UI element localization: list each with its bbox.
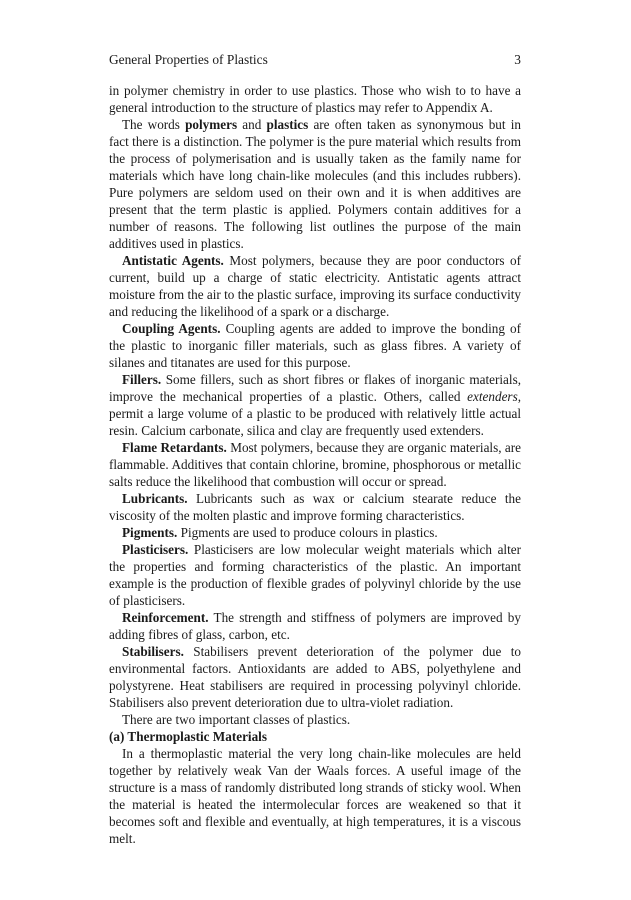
additive-term: Fillers. bbox=[122, 372, 162, 387]
paragraph-classes: There are two important classes of plastics. bbox=[122, 712, 351, 727]
additive-fillers bbox=[109, 371, 521, 439]
additive-term: Reinforcement. bbox=[122, 610, 209, 625]
additive-reinforcement bbox=[109, 609, 521, 643]
bold-term: plastics bbox=[266, 117, 309, 132]
additive-text: Most polymers, because they are organic materials, are flammable. Additives that contain chlorine, bromine, phosphorous or metallic salts reduce the likelihood that combustion will occur or spread. bbox=[109, 440, 522, 489]
additive-antistatic bbox=[109, 252, 521, 320]
text-run: are often taken as synonymous but in fact there is a distinction. The polymer is the pure material which results from the process of polymerisation and is usually taken as the family name for materials which have long chain-like molecules (and this includes rubbers). Pure polymers are seldom used on their own and it is when additives are present that the term plastic is applied. Polymers contain additives for a number of reasons. The following list outlines the purpose of the main additives used in plastics. bbox=[109, 117, 521, 251]
additive-term: Lubricants. bbox=[122, 491, 188, 506]
additive-term: Antistatic Agents. bbox=[122, 253, 224, 268]
additive-term: Stabilisers. bbox=[122, 644, 184, 659]
additive-term: Flame Retardants. bbox=[122, 440, 227, 455]
section-heading: (a) Thermoplastic Materials bbox=[109, 729, 267, 744]
paragraph-polymers-plastics bbox=[109, 116, 521, 252]
additive-text: Stabilisers prevent deterioration of the polymer due to environmental factors. Antioxidants are added to ABS, polyethylene and polystyrene. Heat stabilisers are required in processing polyvinyl chloride. Stabilisers also prevent deterioration due to ultra-violet radiation. bbox=[109, 644, 521, 710]
page-number: 3 bbox=[514, 52, 521, 67]
additive-coupling bbox=[109, 320, 521, 371]
additive-text: Lubricants such as wax or calcium stearate reduce the viscosity of the molten plastic and improve forming characteristics. bbox=[109, 491, 521, 523]
additive-term: Pigments. bbox=[122, 525, 178, 540]
body-text bbox=[109, 82, 521, 847]
italic-term: extenders bbox=[467, 389, 518, 404]
additive-lubricants bbox=[109, 490, 521, 524]
additive-text: Plasticisers are low molecular weight materials which alter the properties and forming characteristics of the plastic. An important example is the production of flexible grades of polyvinyl chloride by the use of plasticisers. bbox=[109, 542, 521, 608]
bold-term: polymers bbox=[185, 117, 238, 132]
running-head bbox=[109, 52, 521, 68]
additive-pigments bbox=[109, 524, 521, 541]
additive-text: Coupling agents are added to improve the bonding of the plastic to inorganic filler materials, such as glass fibres. A variety of silanes and titanates are used for this purpose. bbox=[109, 321, 521, 370]
additive-plasticisers bbox=[109, 541, 521, 609]
additive-text: , permit a large volume of a plastic to be produced with relatively little actual resin. Calcium carbonate, silica and clay are frequently used extenders. bbox=[109, 389, 521, 438]
text-run: The words bbox=[122, 117, 186, 132]
additive-stabilisers bbox=[109, 643, 521, 711]
additive-term: Coupling Agents. bbox=[122, 321, 221, 336]
additive-text: The strength and stiffness of polymers are improved by adding fibres of glass, carbon, etc. bbox=[109, 610, 521, 642]
paragraph-thermoplastic: In a thermoplastic material the very long chain-like molecules are held together by relatively weak Van der Waals forces. A useful image of the structure is a mass of randomly distributed long strands of sticky wool. When the material is heated the intermolecular forces are weakened so that it becomes soft and flexible and eventually, at high temperatures, it is a viscous melt. bbox=[109, 746, 521, 846]
running-head-title: General Properties of Plastics bbox=[109, 52, 268, 67]
paragraph-continuation: in polymer chemistry in order to use plastics. Those who wish to to have a general introduction to the structure of plastics may refer to Appendix A. bbox=[109, 83, 521, 115]
additive-term: Plasticisers. bbox=[122, 542, 189, 557]
additive-flame-retardants bbox=[109, 439, 521, 490]
additive-text: Most polymers, because they are poor conductors of current, build up a charge of static electricity. Antistatic agents attract moisture from the air to the plastic surface, improving its surface conductivity and reducing the likelihood of a spark or a discharge. bbox=[109, 253, 521, 319]
additive-text: Pigments are used to produce colours in plastics. bbox=[177, 525, 438, 540]
text-run: and bbox=[237, 117, 267, 132]
additive-text: Some fillers, such as short fibres or flakes of inorganic materials, improve the mechanical properties of a plastic. Others, called bbox=[109, 372, 521, 404]
